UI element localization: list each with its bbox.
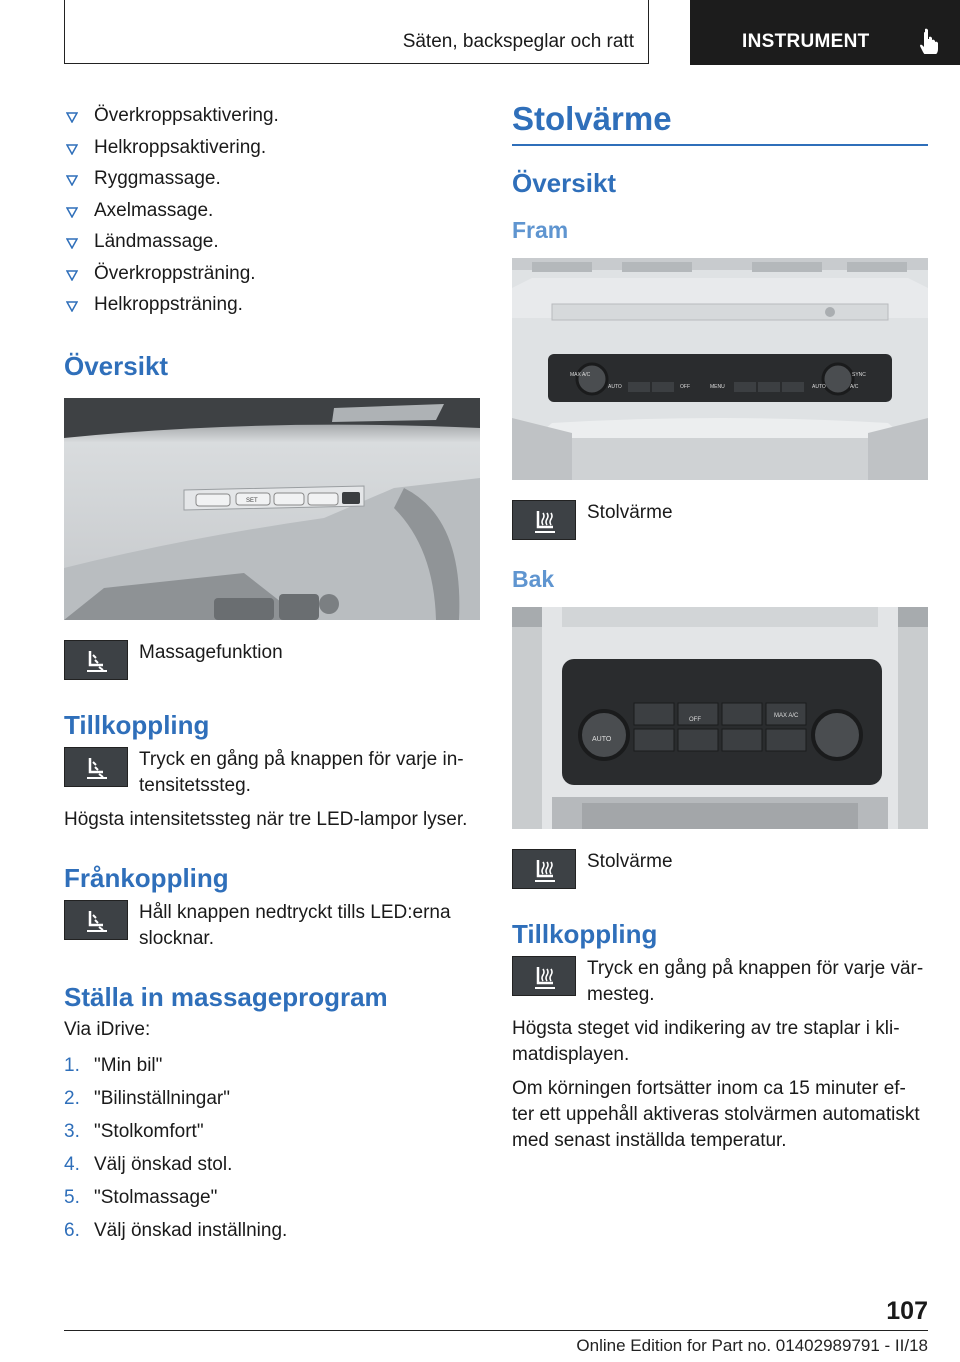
front-seat-heating-caption: Stolvärme: [587, 502, 673, 523]
front-menu-label: MENU: [710, 384, 725, 390]
triangle-bullet-icon: [66, 238, 78, 249]
idrive-steps-list: [64, 1049, 480, 1247]
heating-on-heading: Tillkoppling: [512, 919, 658, 949]
list-item: 6. Välj önskad inställning.: [64, 1219, 288, 1241]
seat-heating-icon: [512, 500, 576, 540]
heating-note-1: Högsta steget vid indikering av tre staplar i kli-matdisplayen.: [512, 1018, 900, 1065]
right-column: [512, 100, 928, 1154]
seat-heating-title-block: [512, 100, 928, 146]
header-chapter-label: INSTRUMENT: [742, 31, 870, 52]
header-chapter-tab[interactable]: [690, 0, 960, 65]
list-item: Överkroppsträning.: [64, 258, 480, 290]
rear-off-label: OFF: [689, 717, 701, 723]
front-auto-right-label: AUTO: [812, 384, 826, 390]
rear-seat-heating-row: [512, 849, 928, 889]
header-section-title: Säten, backspeglar och ratt: [64, 0, 649, 64]
front-off-label: OFF: [680, 384, 690, 390]
front-seat-heating-row: [512, 500, 928, 540]
massage-off-row: [64, 900, 480, 952]
front-sync-label: SYNC: [852, 372, 866, 378]
list-item: Axelmassage.: [64, 195, 480, 227]
seat-heating-icon: [512, 849, 576, 889]
list-item: 1. "Min bil": [64, 1054, 163, 1076]
list-item: 2. "Bilinställningar": [64, 1087, 230, 1109]
footer-divider: [64, 1330, 928, 1331]
edition-text: Online Edition for Part no. 01402989791 - II/18: [576, 1336, 928, 1355]
front-auto-left-label: AUTO: [608, 384, 622, 390]
front-max-label: MAX A/C: [570, 372, 591, 378]
triangle-bullet-icon: [66, 175, 78, 186]
heating-on-row: [512, 956, 928, 1008]
heating-overview-heading: Översikt: [512, 168, 617, 198]
massage-door-photo: [64, 398, 480, 620]
left-column: [64, 100, 480, 1247]
overview-heading: Översikt: [64, 350, 169, 381]
massage-seat-icon: [64, 640, 128, 680]
massage-set-label: SET: [246, 497, 258, 504]
massage-on-note: Högsta intensitetssteg när tre LED-lampor lyser.: [64, 808, 468, 830]
rear-climate-panel-photo: [512, 607, 928, 829]
massage-seat-icon: [64, 747, 128, 787]
pointing-hand-icon: [920, 28, 940, 54]
massage-program-heading: Ställa in massageprogram: [64, 981, 388, 1012]
list-item: 4. Välj önskad stol.: [64, 1153, 233, 1175]
front-climate-panel-photo: [512, 258, 928, 480]
list-item: Ryggmassage.: [64, 163, 480, 195]
page-header: [64, 0, 960, 66]
list-item: Helkroppsaktivering.: [64, 132, 480, 164]
massage-off-heading: Frånkoppling: [64, 862, 229, 893]
rear-max-label: MAX A/C: [774, 713, 799, 719]
front-heading: Fram: [512, 217, 569, 243]
triangle-bullet-icon: [66, 144, 78, 155]
list-item: Överkroppsaktivering.: [64, 100, 480, 132]
rear-seat-heating-caption: Stolvärme: [587, 851, 673, 872]
massage-on-heading: Tillkoppling: [64, 709, 210, 740]
triangle-bullet-icon: [66, 112, 78, 123]
heating-on-text: Tryck en gång på knappen för varje vär-mesteg.: [587, 958, 924, 1005]
heating-note-2: Om körningen fortsätter inom ca 15 minuter ef-ter ett uppehåll aktiveras stolvärmen automatiskt med senast inställda temperatur.: [512, 1078, 920, 1151]
massage-program-list: [64, 100, 480, 321]
massage-seat-icon: [64, 900, 128, 940]
triangle-bullet-icon: [66, 207, 78, 218]
triangle-bullet-icon: [66, 301, 78, 312]
triangle-bullet-icon: [66, 270, 78, 281]
seat-heating-icon: [512, 956, 576, 996]
rear-auto-label: AUTO: [592, 736, 612, 743]
page-footer: [64, 1334, 928, 1358]
rear-heading: Bak: [512, 566, 555, 592]
list-item: Ländmassage.: [64, 226, 480, 258]
massage-on-text: Tryck en gång på knappen för varje in-tensitetssteg.: [139, 748, 464, 796]
massage-function-caption: Massagefunktion: [139, 641, 283, 663]
massage-off-text: Håll knappen nedtryckt tills LED:erna slocknar.: [139, 901, 451, 949]
front-ac-label: A/C: [850, 384, 859, 390]
list-item: Helkroppsträning.: [64, 289, 480, 321]
massage-function-row: [64, 640, 480, 680]
list-item: 3. "Stolkomfort": [64, 1120, 204, 1142]
massage-on-row: [64, 747, 480, 799]
via-idrive-text: Via iDrive:: [64, 1018, 151, 1040]
page-number: 107: [886, 1297, 928, 1325]
list-item: 5. "Stolmassage": [64, 1186, 218, 1208]
seat-heating-title: Stolvärme: [512, 100, 672, 137]
